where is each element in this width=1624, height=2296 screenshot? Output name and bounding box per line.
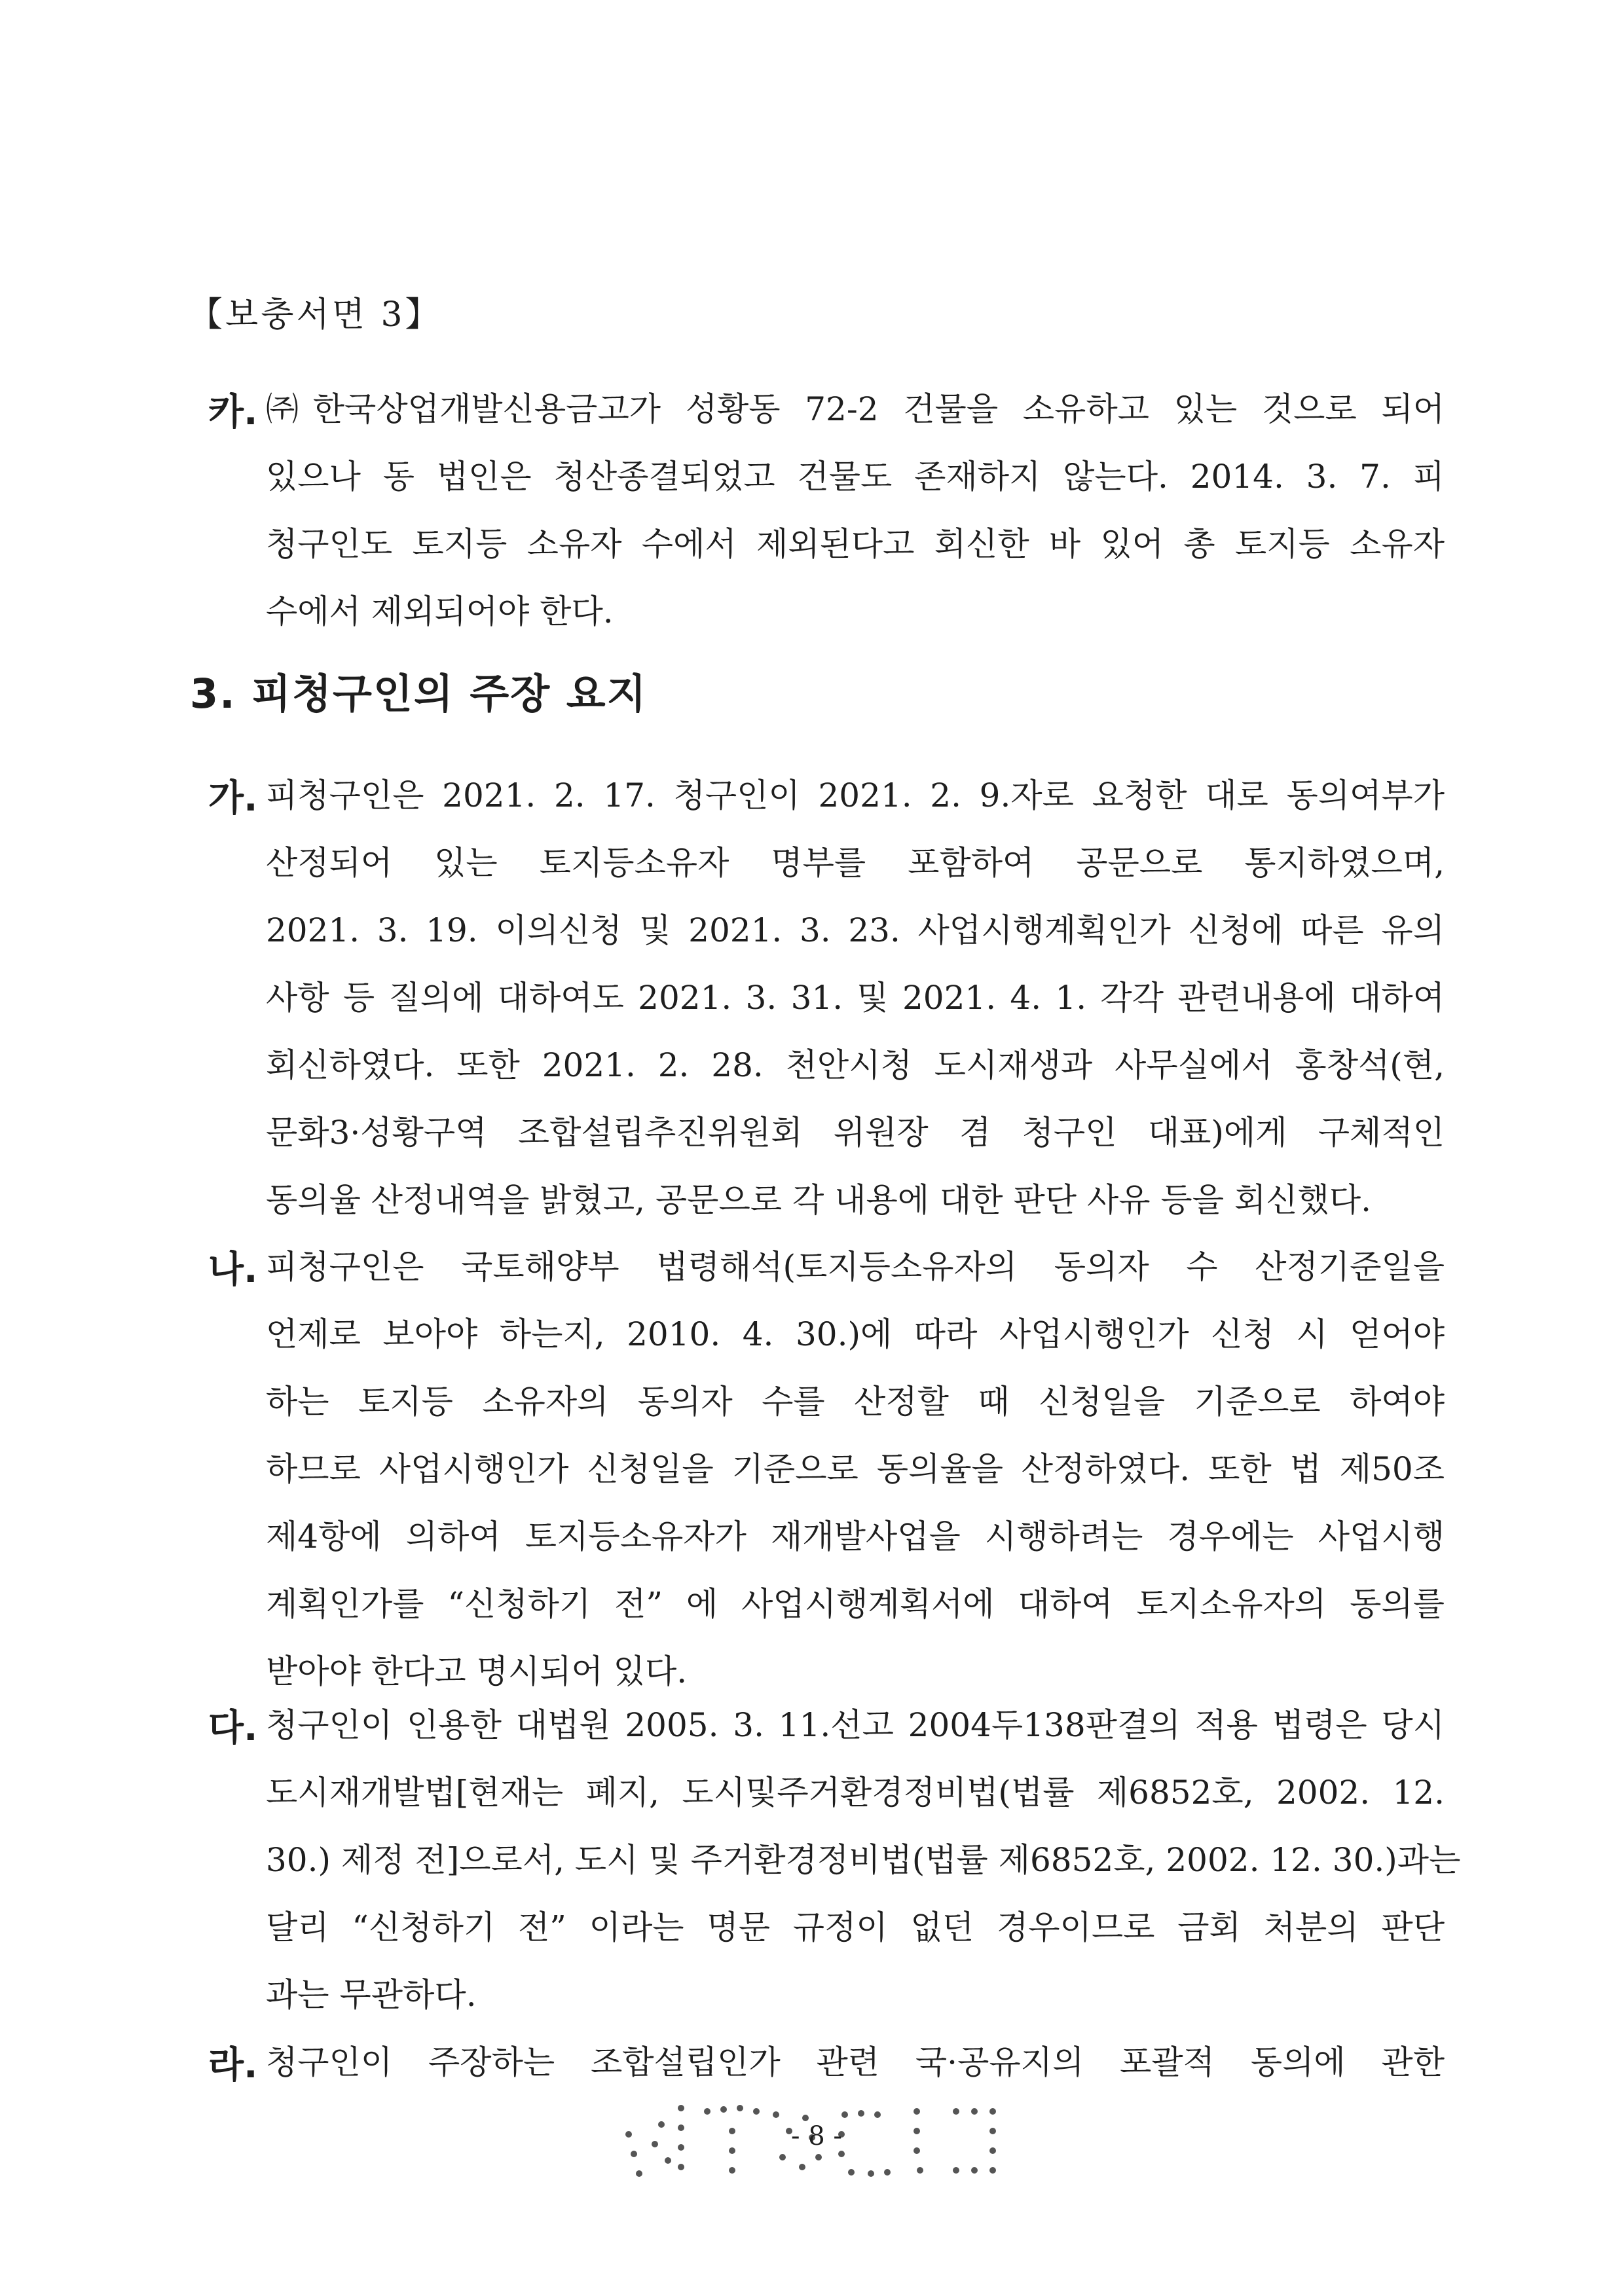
supplement-label: 【보충서면 3】 <box>189 295 442 335</box>
paragraph-line: 제4항에 의하여 토지등소유자가 재개발사업을 시행하려는 경우에는 사업시행 <box>266 1518 1445 1556</box>
paragraph-line: 문화3·성황구역 조합설립추진위원회 위원장 겸 청구인 대표)에게 구체적인 <box>266 1114 1445 1152</box>
paragraph-line: 계획인가를 “신청하기 전” 에 사업시행계획서에 대하여 토지소유자의 동의를 <box>266 1585 1445 1623</box>
item-marker: 나. <box>208 1248 258 1291</box>
paragraph-line: ㈜한국상업개발신용금고가 성황동 72-2 건물을 소유하고 있는 것으로 되어 <box>266 390 1445 428</box>
paragraph-line: 청구인이 주장하는 조합설립인가 관련 국·공유지의 포괄적 동의에 관한 <box>266 2043 1445 2081</box>
paragraph-line: 동의율 산정내역을 밝혔고, 공문으로 각 내용에 대한 판단 사유 등을 회신했다. <box>266 1181 1372 1219</box>
paragraph-line: 하므로 사업시행인가 신청일을 기준으로 동의율을 산정하였다. 또한 법 제50조 <box>266 1450 1445 1488</box>
paragraph-line: 하는 토지등 소유자의 동의자 수를 산정할 때 신청일을 기준으로 하여야 <box>266 1383 1445 1421</box>
paragraph-line: 피청구인은 2021. 2. 17. 청구인이 2021. 2. 9.자로 요청한 대로 동의여부가 <box>266 776 1445 814</box>
paragraph-line: 피청구인은 국토해양부 법령해석(토지등소유자의 동의자 수 산정기준일을 <box>266 1248 1445 1286</box>
paragraph-line: 과는 무관하다. <box>266 1976 477 2014</box>
paragraph-line: 사항 등 질의에 대하여도 2021. 3. 31. 및 2021. 4. 1. 각각 관련내용에 대하여 <box>266 979 1445 1017</box>
item-marker: 카. <box>208 391 258 433</box>
paragraph-line: 산정되어 있는 토지등소유자 명부를 포함하여 공문으로 통지하였으며, <box>266 844 1445 882</box>
section-heading: 3. 피청구인의 주장 요지 <box>190 670 648 718</box>
page-footer <box>616 2095 1008 2180</box>
paragraph-line: 달리 “신청하기 전” 이라는 명문 규정이 없던 경우이므로 금회 처분의 판단 <box>266 1908 1445 1946</box>
paragraph-line: 도시재개발법[현재는 폐지, 도시및주거환경정비법(법률 제6852호, 2002. 12. <box>266 1774 1445 1812</box>
item-marker: 가. <box>208 777 258 820</box>
paragraph-line: 언제로 보아야 하는지, 2010. 4. 30.)에 따라 사업시행인가 신청 시 얻어야 <box>266 1315 1445 1353</box>
paragraph-line: 2021. 3. 19. 이의신청 및 2021. 3. 23. 사업시행계획인가 신청에 따른 유의 <box>266 911 1445 949</box>
paragraph-line: 있으나 동 법인은 청산종결되었고 건물도 존재하지 않는다. 2014. 3. 7. 피 <box>266 458 1445 496</box>
page-number: - 8 - <box>791 2121 842 2151</box>
paragraph-line: 수에서 제외되어야 한다. <box>266 592 614 630</box>
paragraph-line: 청구인이 인용한 대법원 2005. 3. 11.선고 2004두138판결의 적용 법령은 당시 <box>266 1706 1445 1744</box>
item-marker: 라. <box>208 2044 258 2086</box>
paragraph-line: 30.) 제정 전]으로서, 도시 및 주거환경정비법(법률 제6852호, 2002. 12. 30.)과는 <box>266 1841 1461 1879</box>
paragraph-line: 청구인도 토지등 소유자 수에서 제외된다고 회신한 바 있어 총 토지등 소유자 <box>266 525 1445 563</box>
paragraph-line: 회신하였다. 또한 2021. 2. 28. 천안시청 도시재생과 사무실에서 홍창석(현, <box>266 1046 1445 1084</box>
item-marker: 다. <box>208 1707 258 1749</box>
paragraph-line: 받아야 한다고 명시되어 있다. <box>266 1652 688 1690</box>
